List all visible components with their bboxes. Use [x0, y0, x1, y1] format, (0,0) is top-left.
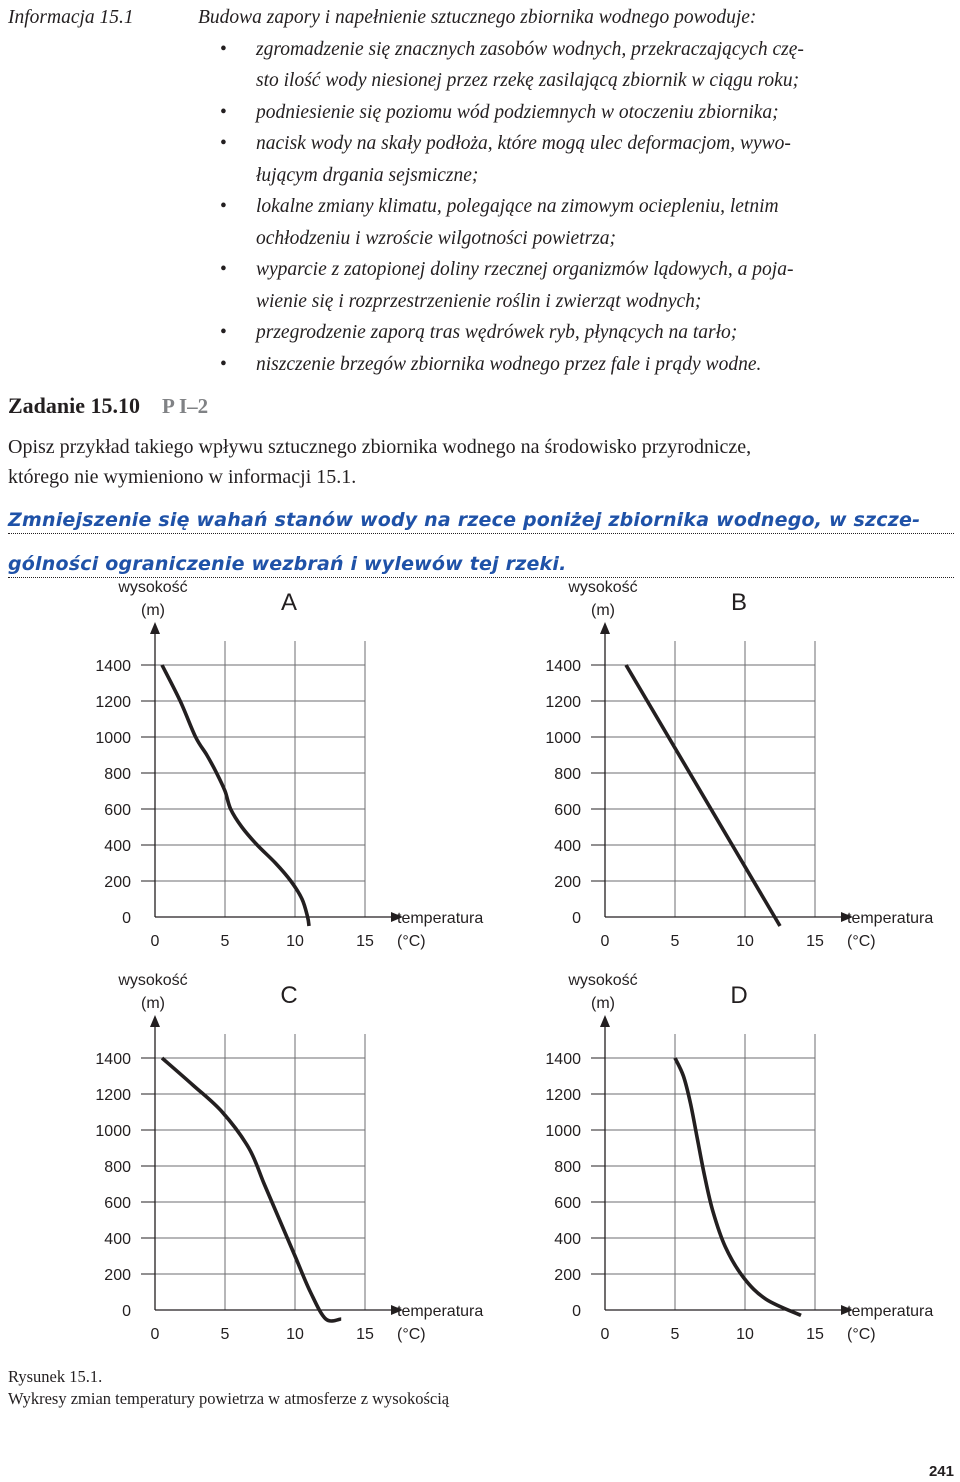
- y-tick-label: 600: [554, 802, 581, 819]
- x-tick-label: 0: [600, 933, 610, 950]
- x-tick-label: 5: [220, 1326, 230, 1343]
- x-tick-label: 0: [600, 1326, 610, 1343]
- list-item: [256, 254, 958, 317]
- list-item-line: • zgromadzenie się znacznych zasobów wodnych, przekraczających czę-: [256, 38, 804, 60]
- y-tick-label: 600: [104, 1195, 131, 1212]
- temperature-curve: [675, 1058, 801, 1315]
- y-axis-arrow: [600, 622, 610, 634]
- y-tick-label: 1000: [545, 1123, 581, 1140]
- y-tick-label: 1000: [545, 730, 581, 747]
- list-item: [256, 97, 958, 129]
- y-axis-label: (m): [141, 995, 165, 1012]
- y-axis-label: (m): [591, 995, 615, 1012]
- task-prompt: [8, 432, 958, 492]
- answer-text: gólności ograniczenie wezbrań i wylewów tej rzeki.: [8, 553, 567, 575]
- y-axis-label: (m): [141, 602, 165, 619]
- list-item-line: wienie się i rozprzestrzenienie roślin i zwierząt wodnych;: [256, 290, 702, 312]
- chart-b: [545, 579, 933, 950]
- chart-title: B: [730, 589, 748, 616]
- chart-d: [545, 972, 933, 1343]
- list-item-line: • lokalne zmiany klimatu, polegające na zimowym ociepleniu, letnim: [256, 196, 779, 217]
- y-tick-label: 1200: [545, 694, 581, 711]
- x-axis-label: temperatura: [397, 910, 484, 927]
- y-tick-label: 400: [554, 1231, 581, 1248]
- x-tick-label: 5: [670, 1326, 680, 1343]
- y-tick-label: 400: [554, 838, 581, 855]
- page-number: 241: [928, 1463, 954, 1480]
- information-intro: Budowa zapory i napełnienie sztucznego zbiornika wodnego powoduje:: [198, 7, 757, 28]
- x-tick-label: 15: [356, 933, 374, 950]
- x-tick-label: 15: [806, 1326, 824, 1343]
- y-axis-arrow: [150, 1015, 160, 1027]
- y-tick-label: 1000: [95, 1123, 131, 1140]
- y-tick-label: 1200: [95, 694, 131, 711]
- y-tick-label: 1200: [95, 1087, 131, 1104]
- chart-title: A: [280, 589, 298, 616]
- chart-a: [95, 579, 483, 950]
- y-tick-label: 0: [122, 1303, 131, 1320]
- information-header: [8, 2, 958, 34]
- figure-caption: [8, 1366, 449, 1410]
- x-axis-label: temperatura: [847, 1303, 934, 1320]
- y-axis-label: wysokość: [568, 579, 638, 596]
- information-list: [8, 34, 958, 381]
- y-axis-label: (m): [591, 602, 615, 619]
- y-axis-label: wysokość: [118, 579, 188, 596]
- y-tick-label: 1400: [545, 658, 581, 675]
- information-block: [8, 2, 958, 380]
- y-axis-label: wysokość: [118, 972, 188, 989]
- temperature-curve: [162, 665, 309, 926]
- y-tick-label: 1000: [95, 730, 131, 747]
- list-item: [256, 349, 958, 381]
- y-tick-label: 600: [104, 802, 131, 819]
- x-tick-label: 5: [220, 933, 230, 950]
- x-tick-label: 15: [356, 1326, 374, 1343]
- temperature-charts-figure: [0, 579, 960, 1355]
- y-tick-label: 800: [104, 1159, 131, 1176]
- x-tick-label: 0: [150, 1326, 160, 1343]
- y-tick-label: 0: [122, 910, 131, 927]
- x-tick-label: 10: [286, 933, 304, 950]
- x-axis-label: (°C): [397, 1326, 426, 1343]
- x-axis-label: (°C): [847, 1326, 876, 1343]
- answer-line[interactable]: [8, 541, 954, 578]
- y-tick-label: 800: [554, 1159, 581, 1176]
- x-tick-label: 15: [806, 933, 824, 950]
- task-prompt-line: Opisz przykład takiego wpływu sztucznego zbiornika wodnego na środowisko przyrodnicze,: [8, 436, 752, 458]
- y-tick-label: 1400: [545, 1051, 581, 1068]
- chart-title: D: [730, 982, 748, 1009]
- caption-text: Wykresy zmian temperatury powietrza w atmosferze z wysokością: [8, 1389, 450, 1408]
- y-tick-label: 800: [104, 766, 131, 783]
- x-axis-label: temperatura: [847, 910, 934, 927]
- x-axis-label: (°C): [397, 933, 426, 950]
- y-tick-label: 1400: [95, 658, 131, 675]
- list-item-line: sto ilość wody niesionej przez rzekę zasilającą zbiornik w ciągu roku;: [256, 70, 800, 91]
- chart-c: [95, 972, 483, 1343]
- list-item-line: łującym drgania sejsmiczne;: [256, 164, 479, 186]
- x-tick-label: 10: [736, 933, 754, 950]
- x-tick-label: 10: [736, 1326, 754, 1343]
- task-header: [8, 393, 208, 419]
- y-tick-label: 0: [572, 1303, 581, 1320]
- temperature-curve: [626, 665, 780, 926]
- list-item-line: • niszczenie brzegów zbiornika wodnego przez fale i prądy wodne.: [256, 353, 762, 375]
- list-item: [256, 191, 958, 254]
- list-item-line: • wyparcie z zatopionej doliny rzecznej organizmów lądowych, a poja-: [256, 259, 794, 280]
- x-tick-label: 5: [670, 933, 680, 950]
- information-title: Informacja 15.1: [8, 7, 134, 28]
- list-item-line: • nacisk wody na skały podłoża, które mogą ulec deformacjom, wywo-: [256, 133, 791, 154]
- task-code: P I–2: [162, 394, 209, 418]
- list-item-line: • przegrodzenie zaporą tras wędrówek ryb, płynących na tarło;: [256, 322, 738, 343]
- task-prompt-line: którego nie wymieniono w informacji 15.1.: [8, 466, 357, 488]
- chart-title: C: [280, 982, 298, 1009]
- y-tick-label: 200: [554, 874, 581, 891]
- list-item: [256, 34, 958, 97]
- caption-label: Rysunek 15.1.: [8, 1367, 103, 1386]
- list-item-line: • podniesienie się poziomu wód podziemnych w otoczeniu zbiornika;: [256, 101, 779, 123]
- x-axis-label: (°C): [847, 933, 876, 950]
- y-tick-label: 200: [554, 1267, 581, 1284]
- y-tick-label: 600: [554, 1195, 581, 1212]
- list-item: [256, 317, 958, 349]
- x-tick-label: 0: [150, 933, 160, 950]
- x-axis-label: temperatura: [397, 1303, 484, 1320]
- y-tick-label: 800: [554, 766, 581, 783]
- list-item: [256, 128, 958, 191]
- y-axis-arrow: [600, 1015, 610, 1027]
- y-tick-label: 400: [104, 838, 131, 855]
- y-tick-label: 1200: [545, 1087, 581, 1104]
- y-tick-label: 1400: [95, 1051, 131, 1068]
- answer-line[interactable]: [8, 497, 954, 534]
- answer-text: Zmniejszenie się wahań stanów wody na rzece poniżej zbiornika wodnego, w szcze-: [8, 509, 921, 531]
- y-tick-label: 200: [104, 874, 131, 891]
- y-tick-label: 400: [104, 1231, 131, 1248]
- y-axis-arrow: [150, 622, 160, 634]
- y-tick-label: 200: [104, 1267, 131, 1284]
- task-label: Zadanie 15.10: [8, 393, 141, 418]
- list-item-line: ochłodzeniu i wzroście wilgotności powietrza;: [256, 227, 617, 249]
- y-tick-label: 0: [572, 910, 581, 927]
- y-axis-label: wysokość: [568, 972, 638, 989]
- x-tick-label: 10: [286, 1326, 304, 1343]
- temperature-curve: [162, 1058, 341, 1321]
